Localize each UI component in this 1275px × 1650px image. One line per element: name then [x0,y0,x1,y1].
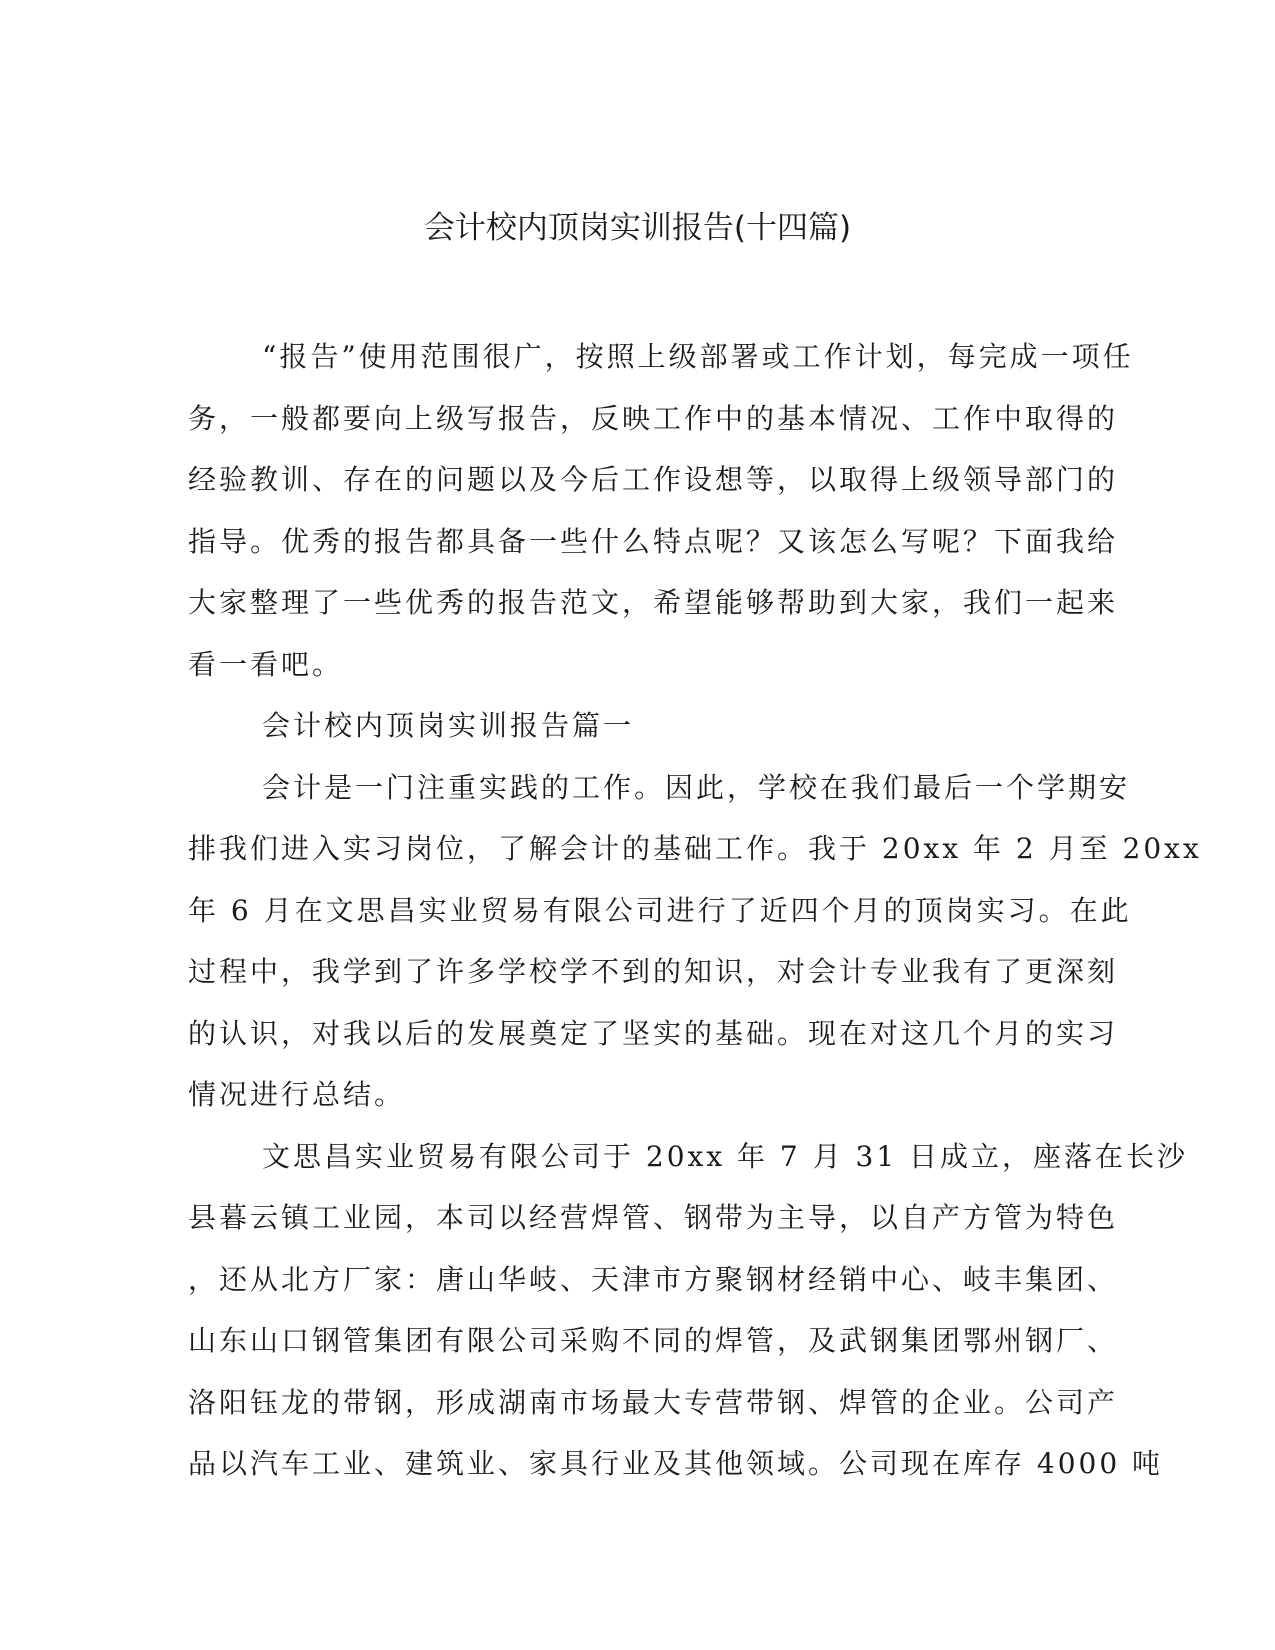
paragraph-line: 情况进行总结。 [188,1078,406,1111]
paragraph-line: 经验教训、存在的问题以及今后工作设想等，以取得上级领导部门的 [188,463,1119,496]
paragraph-line: 年 6 月在文思昌实业贸易有限公司进行了近四个月的顶岗实习。在此 [188,893,1132,927]
paragraph-line: 务，一般都要向上级写报告，反映工作中的基本情况、工作中取得的 [188,401,1119,435]
paragraph-line: 会计是一门注重实践的工作。因此，学校在我们最后一个学期安 [262,770,1131,804]
paragraph-line: 指导。优秀的报告都具备一些什么特点呢？又该怎么写呢？下面我给 [188,524,1119,558]
paragraph-line: 排我们进入实习岗位，了解会计的基础工作。我于 20xx 年 2 月至 20xx [188,832,1202,865]
paragraph-line: 看一看吧。 [188,647,344,681]
document-body [188,326,1202,1495]
paragraph-line: 洛阳钰龙的带钢，形成湖南市场最大专营带钢、焊管的企业。公司产 [188,1385,1119,1419]
paragraph-line: 大家整理了一些优秀的报告范文，希望能够帮助到大家，我们一起来 [188,586,1119,619]
paragraph-line: ，还从北方厂家：唐山华岐、天津市方聚钢材经销中心、岐丰集团、 [188,1262,1119,1296]
paragraph-line: 文思昌实业贸易有限公司于 20xx 年 7 月 31 日成立，座落在长沙 [262,1139,1189,1173]
paragraph-line: 过程中，我学到了许多学校学不到的知识，对会计专业我有了更深刻 [188,955,1119,988]
paragraph-line: 山东山口钢管集团有限公司采购不同的焊管，及武钢集团鄂州钢厂、 [188,1324,1119,1357]
section-heading: 会计校内顶岗实训报告篇一 [262,709,635,742]
document-title: 会计校内顶岗实训报告(十四篇) [423,210,852,246]
paragraph-line: 品以汽车工业、建筑业、家具行业及其他领域。公司现在库存 4000 吨 [188,1447,1164,1480]
paragraph-line: 县暮云镇工业园，本司以经营焊管、钢带为主导，以自产方管为特色 [188,1201,1119,1234]
paragraph-line: “报告”使用范围很广，按照上级部署或工作计划，每完成一项任 [262,340,1134,373]
paragraph-line: 的认识，对我以后的发展奠定了坚实的基础。现在对这几个月的实习 [188,1016,1119,1050]
